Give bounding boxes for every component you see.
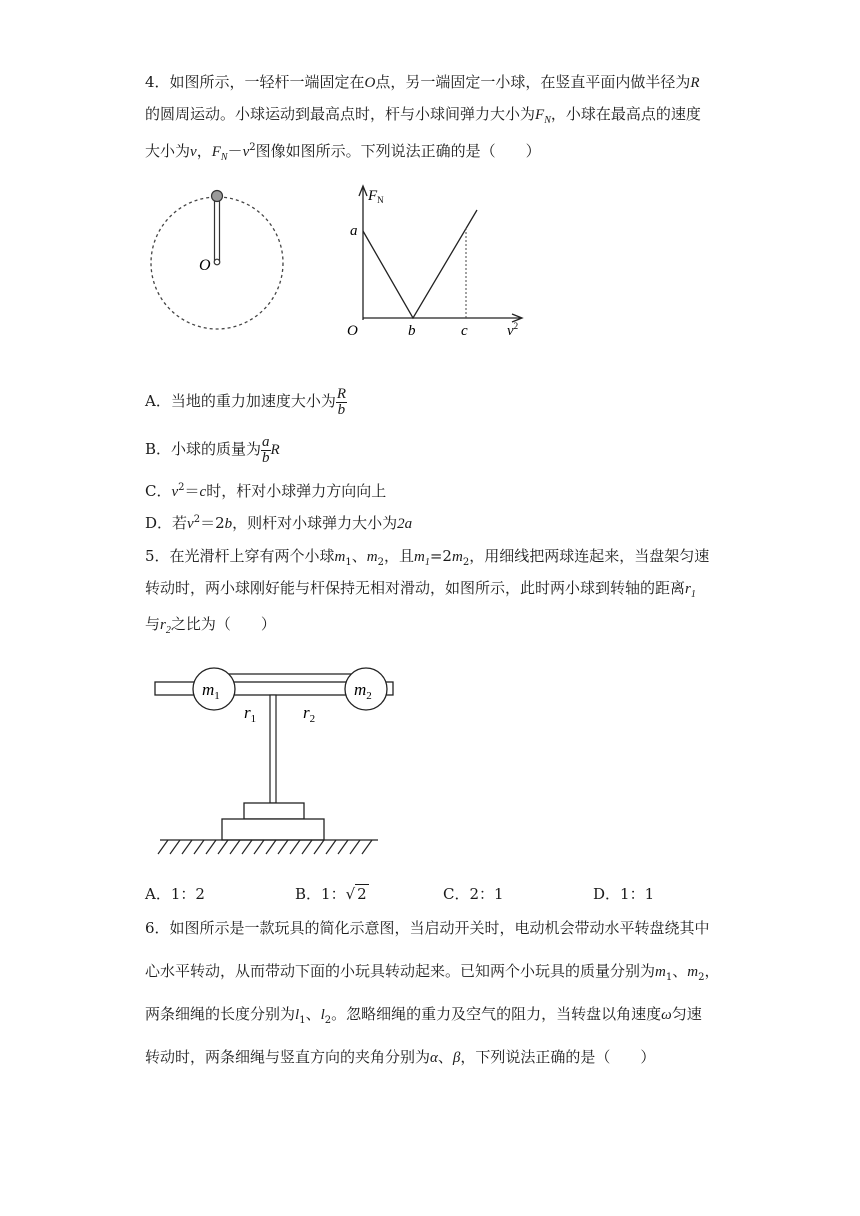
x-axis-label: $v^2$ (507, 321, 519, 339)
q4-option-c: C．$v^2=c$时，杆对小球弹力方向向上 (145, 482, 387, 500)
q4-circle-figure (145, 185, 305, 345)
symbol-O: O (364, 75, 376, 91)
lower-base (222, 819, 324, 840)
symbol-FN: F (535, 107, 545, 123)
symbol-R: R (690, 75, 700, 91)
tick-a: a (350, 223, 358, 239)
y-axis-label: $F_N$ (368, 188, 384, 205)
rotation-axle (270, 695, 276, 803)
q5-rotating-frame-figure (150, 660, 400, 860)
q4-option-a: A．当地的重力加速度大小为 $\frac{R}{b}$ (145, 385, 347, 418)
center-label: O (199, 257, 211, 274)
q4-option-b: B．小球的质量为 $\frac{a}{b}$ R (145, 433, 280, 466)
tick-c: c (461, 323, 468, 339)
ball-m1-label: $m_1$ (202, 680, 220, 702)
origin-label: O (347, 323, 358, 339)
q5-line-2: 转动时，两小球刚好能与杆保持无相对滑动，如图所示，此时两小球到转轴的距离$r_1$ (145, 579, 696, 600)
light-rod (215, 197, 220, 261)
pivot-point (214, 259, 220, 265)
fraction-a-over-b: $\frac{a}{b}$ (262, 433, 270, 466)
q6-line-1: 6．如图所示是一款玩具的简化示意图，当启动开关时，电动机会带动水平转盘绕其中 (145, 919, 710, 937)
q4-option-d: D．若$v^2=2b$，则杆对小球弹力大小为2a (145, 514, 413, 532)
fraction-R-over-b: $\frac{R}{b}$ (336, 385, 347, 418)
q4-fn-v2-graph (335, 180, 535, 340)
q5-option-d: D．1：1 (593, 885, 655, 903)
q4-line-3: 大小为v，$F_N-v^2$图像如图所示。下列说法正确的是（ ） (145, 142, 541, 163)
ball-m2-label: $m_2$ (354, 680, 372, 702)
q5-line-3: 与$r_2$之比为（ ） (145, 615, 276, 636)
q6-line-4: 转动时，两条细绳与竖直方向的夹角分别为α、β，下列说法正确的是（ ） (145, 1048, 656, 1066)
q6-line-2: 心水平转动，从而带动下面的小玩具转动起来。已知两个小玩具的质量分别为$m_1$、$m_2$， (145, 962, 720, 983)
q6-line-3: 两条细绳的长度分别为$l_1$、$l_2$。忽略细绳的重力及空气的阻力，当转盘以角速度ω匀速 (145, 1005, 702, 1026)
q4-line-2: 的圆周运动。小球运动到最高点时，杆与小球间弹力大小为$F_N$，小球在最高点的速度 (145, 105, 701, 126)
q5-option-c: C．2：1 (443, 885, 504, 903)
fn-curve (363, 210, 477, 318)
ground-hatching (158, 840, 372, 854)
q5-line-1: 5．在光滑杆上穿有两个小球$m_1$、$m_2$，且$m_1=2m_2$，用细线把两球连起来，当盘架匀速 (145, 547, 710, 568)
q5-option-a: A．1：2 (145, 885, 205, 903)
sqrt-symbol: √ (345, 885, 356, 903)
tick-b: b (408, 323, 416, 339)
upper-base (244, 803, 304, 819)
r1-label: $r_1$ (244, 703, 257, 725)
q5-option-b: B．1：√ 2 (295, 885, 367, 903)
small-ball (212, 191, 223, 202)
q4-line-1: 4．如图所示，一轻杆一端固定在O点，另一端固定一小球，在竖直平面内做半径为R (145, 73, 700, 91)
r2-label: $r_2$ (303, 703, 316, 725)
